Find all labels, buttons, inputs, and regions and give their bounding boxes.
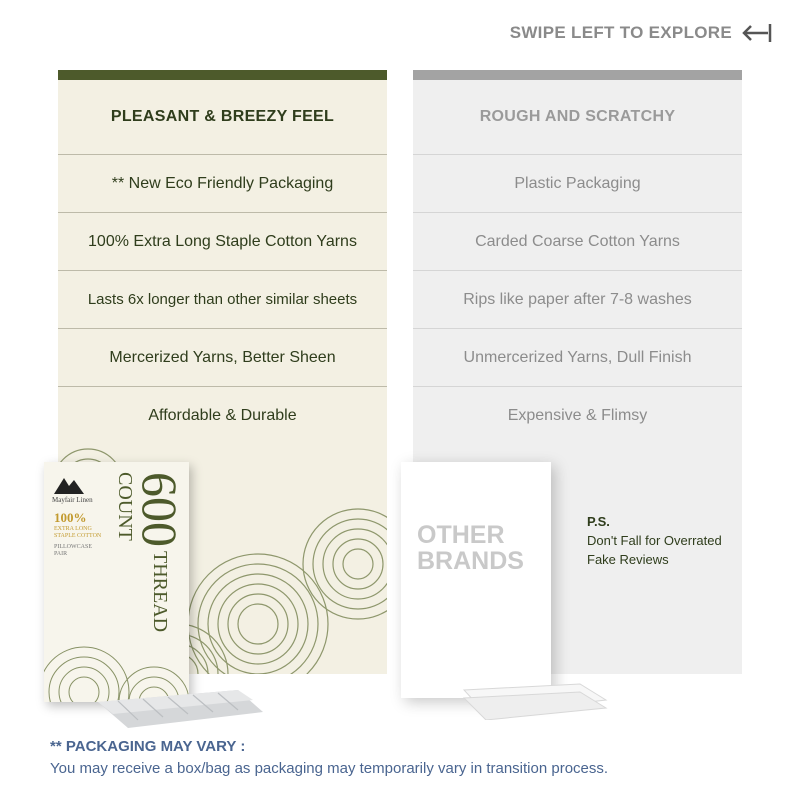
other-feature: Carded Coarse Cotton Yarns: [413, 213, 742, 271]
mayfair-feature: Lasts 6x longer than other similar sheets: [58, 271, 387, 329]
mayfair-feature: Mercerized Yarns, Better Sheen: [58, 329, 387, 387]
other-brands-label: OTHER BRANDS: [417, 521, 524, 575]
other-feature: Expensive & Flimsy: [507, 406, 648, 424]
mayfair-feature: 100% Extra Long Staple Cotton Yarns: [58, 213, 387, 271]
product-box: [44, 462, 189, 702]
other-feature: Rips like paper after 7-8 washes: [413, 271, 742, 329]
mayfair-feature: ** New Eco Friendly Packaging: [58, 155, 387, 213]
box-percent: 100% EXTRA LONG STAPLE COTTON PILLOWCASE PAIR: [54, 510, 102, 557]
pillowcase-image: [88, 672, 268, 732]
swipe-hint-label: SWIPE LEFT TO EXPLORE: [509, 23, 732, 42]
other-header: ROUGH AND SCRATCHY: [413, 80, 742, 155]
box-brand: Mayfair Linen: [52, 496, 93, 504]
other-feature: Plastic Packaging: [413, 155, 742, 213]
other-brand-box: [401, 462, 551, 698]
thread-count: 600 THREAD COUNT: [114, 472, 188, 633]
mountain-logo-icon: [54, 474, 84, 494]
swipe-hint[interactable]: [510, 22, 772, 44]
ps-note: P.S. Don't Fall for Overrated Fake Reviews: [587, 514, 722, 567]
mayfair-header: PLEASANT & BREEZY FEEL: [58, 80, 387, 155]
other-pillowcase-image: [460, 680, 610, 720]
other-feature: Unmercerized Yarns, Dull Finish: [413, 329, 742, 387]
packaging-footnote: ** PACKAGING MAY VARY : You may receive a box/bag as packaging may temporarily vary in transition process.: [50, 738, 609, 777]
mayfair-feature: Affordable & Durable: [148, 406, 297, 424]
arrow-left-icon: [742, 22, 772, 44]
